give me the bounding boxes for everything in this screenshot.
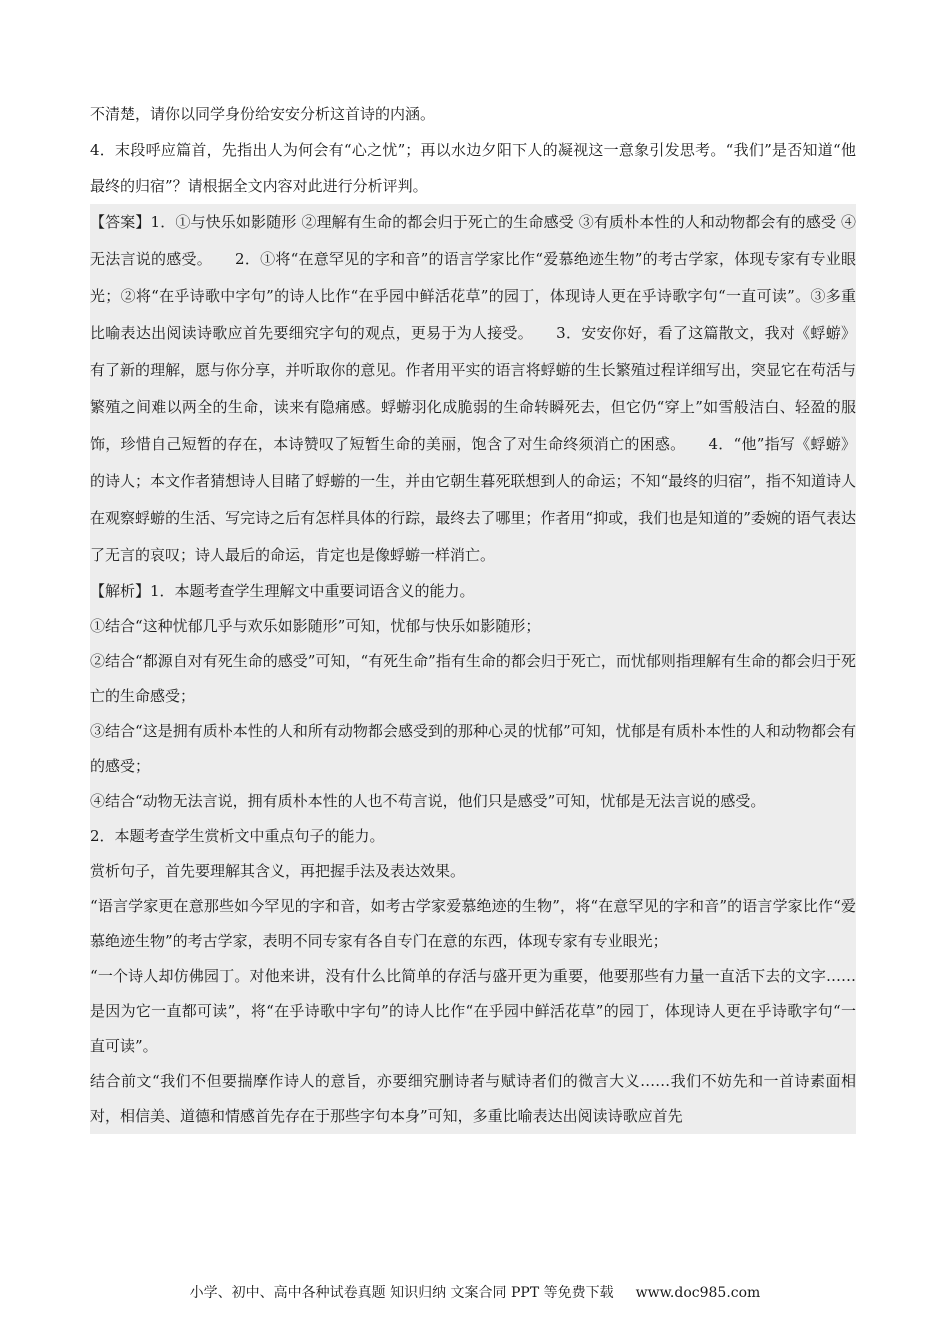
analysis-paragraph: ④结合“动物无法言说，拥有质朴本性的人也不苟言说，他们只是感受”可知，忧郁是无法言说的感受。 — [90, 792, 766, 810]
analysis-intro: 【解析】1．本题考查学生理解文中重要词语含义的能力。 — [90, 582, 475, 600]
analysis-paragraph: ①结合“这种忧郁几乎与欢乐如影随形”可知，忧郁与快乐如影随形； — [90, 617, 541, 635]
analysis-paragraph: 赏析句子，首先要理解其含义，再把握手法及表达效果。 — [90, 862, 466, 880]
analysis-paragraph: 结合前文“我们不但要揣摩作诗人的意旨，亦要细究删诗者与赋诗者们的微言大义……我们不妨先和一首诗素面相对，相信美、道德和情感首先存在于那些字句本身”可知，多重比喻表达出阅读诗歌应首先 — [90, 1072, 856, 1125]
analysis-paragraph: 2．本题考查学生赏析文中重点句子的能力。 — [90, 827, 385, 845]
answer-block — [90, 204, 856, 574]
analysis-paragraph: ③结合“这是拥有质朴本性的人和所有动物都会感受到的那种心灵的忧郁”可知，忧郁是有质朴本性的人和动物都会有的感受； — [90, 722, 856, 775]
document-body — [90, 96, 856, 1134]
page-footer — [0, 1282, 950, 1302]
analysis-paragraph: “一个诗人却仿佛园丁。对他来讲，没有什么比简单的存活与盛开更为重要，他要那些有力量一直活下去的文字……是因为它一直都可读”，将“在乎诗歌中字句”的诗人比作“在乎园中鲜活花草”的园丁，体现诗人更在乎诗歌字句“一直可读”。 — [90, 967, 856, 1055]
footer-text: 小学、初中、高中各种试卷真题 知识归纳 文案合同 PPT 等免费下载 — [189, 1285, 614, 1301]
analysis-block — [90, 574, 856, 1134]
analysis-paragraph: “语言学家更在意那些如今罕见的字和音，如考古学家爱慕绝迹的生物”，将“在意罕见的字和音”的语言学家比作“爱慕绝迹生物”的考古学家，表明不同专家有各自专门在意的东西，体现专家有专业眼光； — [90, 897, 856, 950]
analysis-paragraph: ②结合“都源自对有死生命的感受”可知，“有死生命”指有生命的都会归于死亡，而忧郁则指理解有生命的都会归于死亡的生命感受； — [90, 652, 856, 705]
question-4: 4．末段呼应篇首，先指出人为何会有“心之忧”；再以水边夕阳下人的凝视这一意象引发思考。“我们”是否知道“他最终的归宿”？请根据全文内容对此进行分析评判。 — [90, 141, 856, 195]
footer-url[interactable]: www.doc985.com — [635, 1285, 761, 1301]
answer-text: 【答案】1．①与快乐如影随形 ②理解有生命的都会归于死亡的生命感受 ③有质朴本性的人和动物都会有的感受 ④无法言说的感受。 2．①将“在意罕见的字和音”的语言学家比作“爱慕绝迹生物”的考古学家，体现专家有专业眼光；②将“在乎诗歌中字句”的诗人比作“在乎园中鲜活花草”的园丁，体现诗人更在乎诗歌字句“一直可读”。③多重比喻表达出阅读诗歌应首先要细究字句的观点，更易于为人接受。 3．安安你好，看了这篇散文，我对《蜉蝣》有了新的理解，愿与你分享，并听取你的意见。作者用平实的语言将蜉蝣的生长繁殖过程详细写出，突显它在苟活与繁殖之间难以两全的生命，读来有隐痛感。蜉蝣羽化成脆弱的生命转瞬死去，但它仍“穿上”如雪般洁白、轻盈的服饰，珍惜自己短暂的存在，本诗赞叹了短暂生命的美丽，饱含了对生命终须消亡的困惑。 4．“他”指写《蜉蝣》的诗人；本文作者猜想诗人目睹了蜉蝣的一生，并由它朝生暮死联想到人的命运；不知“最终的归宿”，指不知道诗人在观察蜉蝣的生活、写完诗之后有怎样具体的行踪，最终去了哪里；作者用“抑或，我们也是知道的”委婉的语气表达了无言的哀叹；诗人最后的命运，肯定也是像蜉蝣一样消亡。 — [90, 213, 856, 564]
question-3-tail: 不清楚，请你以同学身份给安安分析这首诗的内涵。 — [90, 105, 436, 123]
